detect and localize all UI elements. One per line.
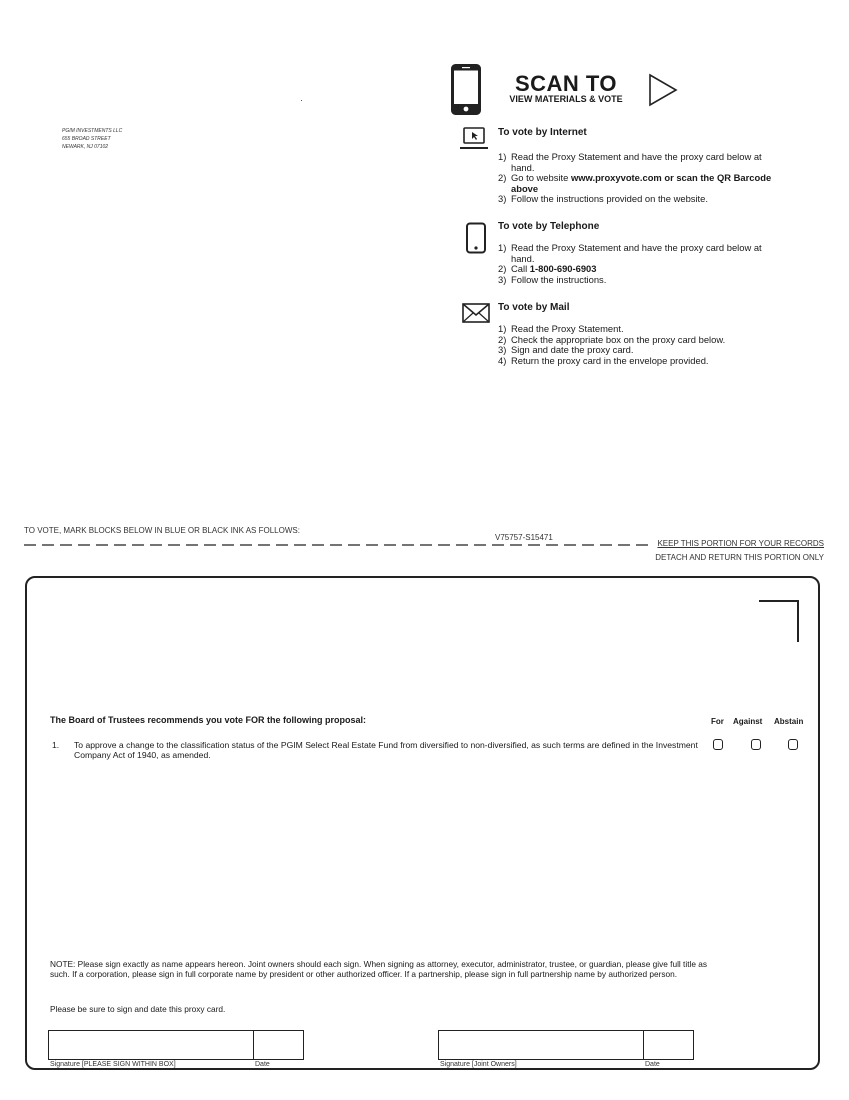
envelope-icon bbox=[462, 303, 490, 323]
step-number: 4) bbox=[498, 354, 507, 366]
step-number: 2) bbox=[498, 333, 507, 345]
step-text: Follow the instructions. bbox=[511, 273, 607, 285]
signature-box[interactable] bbox=[48, 1030, 254, 1060]
joint-date-box[interactable] bbox=[643, 1030, 694, 1060]
step-text-prefix: Call bbox=[511, 263, 530, 275]
step-text: Read the Proxy Statement and have the proxy card below at hand. bbox=[511, 151, 762, 173]
date-label: Date bbox=[255, 1061, 270, 1068]
mark-instruction: TO VOTE, MARK BLOCKS BELOW IN BLUE OR BLACK INK AS FOLLOWS: bbox=[24, 526, 300, 535]
smartphone-icon bbox=[451, 64, 481, 115]
step-number: 1) bbox=[498, 151, 507, 162]
sign-reminder: Please be sure to sign and date this proxy card. bbox=[50, 1004, 226, 1014]
proposal-number: 1. bbox=[52, 740, 60, 750]
internet-steps bbox=[498, 152, 773, 205]
phone-number[interactable]: 1-800-690-6903 bbox=[529, 263, 597, 275]
telephone-steps bbox=[498, 243, 773, 285]
internet-heading: To vote by Internet bbox=[498, 127, 587, 138]
list-item bbox=[498, 152, 773, 173]
step-number: 3) bbox=[498, 273, 507, 285]
return-address bbox=[62, 127, 122, 151]
proposal-text: To approve a change to the classification status of the PGIM Select Real Estate Fund from diversified to non-diversified, as such terms are defined in the Investment Company Act of 1940, as amended. bbox=[74, 740, 698, 760]
laptop-icon bbox=[460, 126, 488, 152]
joint-date-label: Date bbox=[645, 1061, 660, 1068]
signing-note: NOTE: Please sign exactly as name appears hereon. Joint owners should each sign. When signing as attorney, executor, administrator, trustee, or guardian, please give full title as such. If a corporation, please sign in full corporate name by president or other authorized officer. If a partnership, please sign in full partnership name by authorized person. bbox=[50, 959, 708, 979]
step-text: Sign and date the proxy card. bbox=[511, 344, 634, 356]
joint-signature-label: Signature [Joint Owners] bbox=[440, 1061, 517, 1068]
step-number: 1) bbox=[498, 323, 507, 334]
against-column-header: Against bbox=[733, 717, 763, 726]
signature-label: Signature [PLEASE SIGN WITHIN BOX] bbox=[50, 1061, 176, 1068]
list-item bbox=[498, 173, 773, 194]
scan-heading bbox=[492, 71, 640, 105]
step-text bbox=[511, 173, 773, 194]
keep-portion-label: KEEP THIS PORTION FOR YOUR RECORDS bbox=[657, 539, 824, 548]
website-link[interactable]: www.proxyvote.com or scan the QR Barcode above bbox=[511, 172, 772, 194]
step-text: Return the proxy card in the envelope provided. bbox=[511, 354, 709, 366]
mail-heading: To vote by Mail bbox=[498, 302, 570, 313]
step-text: Read the Proxy Statement and have the proxy card below at hand. bbox=[511, 242, 762, 264]
board-recommendation: The Board of Trustees recommends you vote FOR the following proposal: bbox=[50, 715, 367, 725]
list-item bbox=[498, 324, 773, 335]
step-number: 1) bbox=[498, 242, 507, 253]
vote-against-checkbox[interactable] bbox=[751, 739, 761, 750]
step-text: Follow the instructions provided on the website. bbox=[511, 193, 708, 205]
abstain-column-header: Abstain bbox=[774, 717, 804, 726]
step-text: Check the appropriate box on the proxy card below. bbox=[511, 333, 726, 345]
phone-icon bbox=[465, 222, 487, 254]
return-address-line: PGIM INVESTMENTS LLC bbox=[62, 128, 123, 134]
mail-steps bbox=[498, 324, 773, 366]
telephone-heading: To vote by Telephone bbox=[498, 221, 600, 232]
list-item bbox=[498, 194, 773, 205]
return-address-line: NEWARK, NJ 07102 bbox=[62, 144, 109, 150]
control-number: V75757-S15471 bbox=[495, 533, 553, 542]
detach-dashed-line bbox=[24, 543, 650, 547]
stray-dot bbox=[301, 100, 302, 101]
step-text: Read the Proxy Statement. bbox=[511, 323, 624, 334]
step-text-prefix: Go to website bbox=[511, 172, 571, 184]
scan-subtitle: VIEW MATERIALS & VOTE bbox=[509, 94, 623, 104]
for-column-header: For bbox=[711, 717, 724, 726]
list-item bbox=[498, 243, 773, 264]
list-item bbox=[498, 356, 773, 367]
proxy-card bbox=[25, 576, 820, 1070]
step-number: 3) bbox=[498, 193, 507, 205]
joint-signature-box[interactable] bbox=[438, 1030, 644, 1060]
corner-mark bbox=[759, 600, 799, 642]
detach-portion-label: DETACH AND RETURN THIS PORTION ONLY bbox=[655, 553, 824, 562]
step-number: 2) bbox=[498, 172, 507, 184]
step-number: 3) bbox=[498, 344, 507, 356]
play-arrow-icon bbox=[648, 73, 678, 107]
list-item bbox=[498, 275, 773, 286]
step-number: 2) bbox=[498, 263, 507, 275]
vote-for-checkbox[interactable] bbox=[713, 739, 723, 750]
return-address-line: 655 BROAD STREET bbox=[62, 136, 111, 142]
vote-abstain-checkbox[interactable] bbox=[788, 739, 798, 750]
date-box[interactable] bbox=[253, 1030, 304, 1060]
scan-title: SCAN TO bbox=[514, 71, 618, 96]
